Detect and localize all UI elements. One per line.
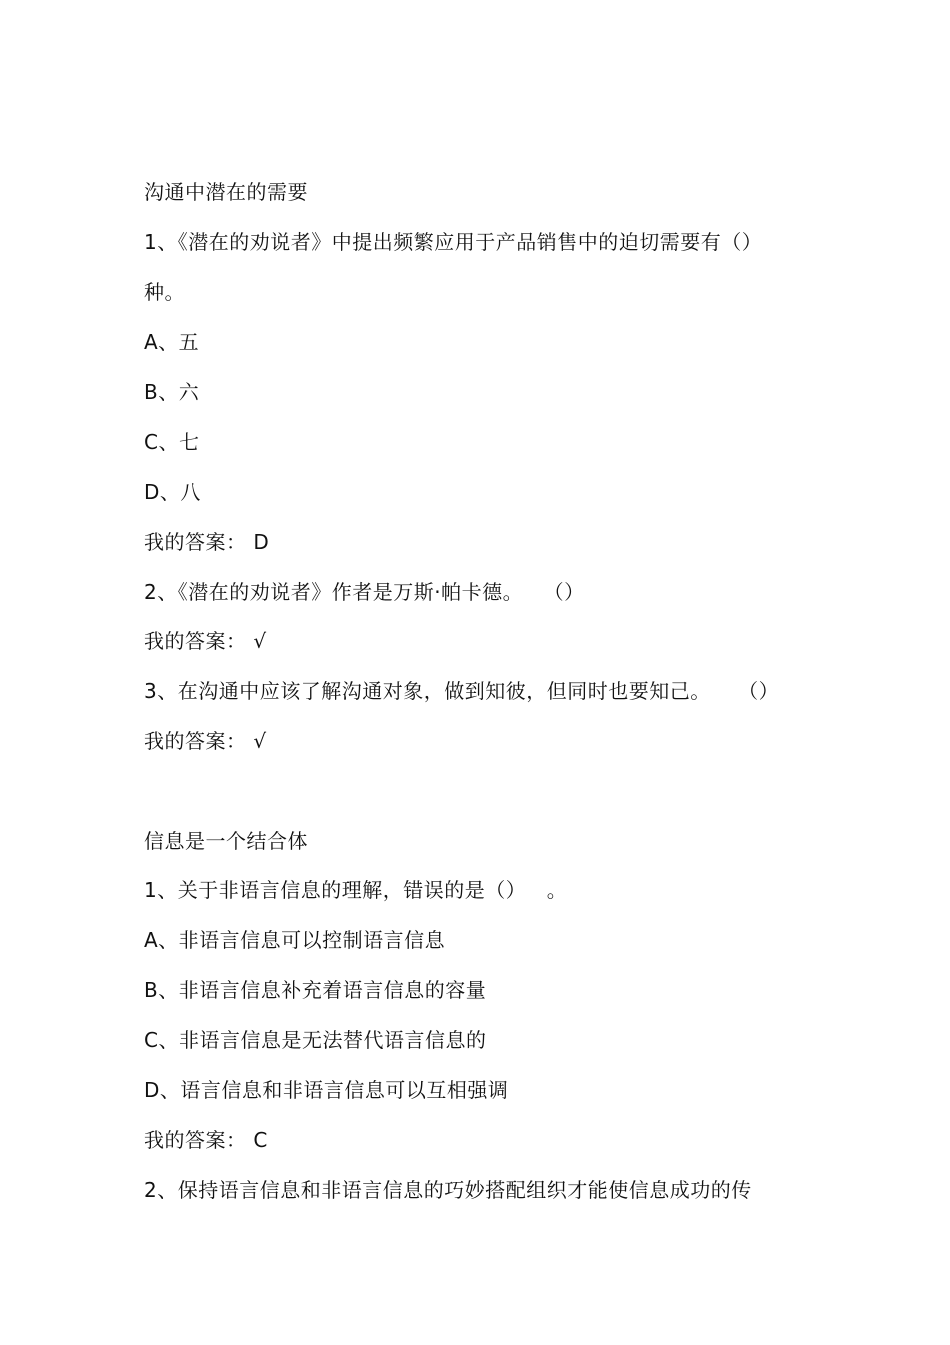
section-title: 沟通中潜在的需要 [144,180,308,204]
answer-line: 我的答案： D [144,530,270,554]
question-text: 1、《潜在的劝说者》中提出频繁应用于产品销售中的迫切需要有（） [144,230,763,254]
question-text: 1、关于非语言信息的理解，错误的是（） 。 [144,878,568,902]
option-c: C、非语言信息是无法替代语言信息的 [144,1028,487,1052]
option-d: D、八 [144,480,201,504]
answer-line: 我的答案： C [144,1128,268,1152]
question-text: 2、《潜在的劝说者》作者是万斯·帕卡德。 （） [144,580,585,604]
answer-line: 我的答案： √ [144,729,267,753]
option-d: D、语言信息和非语言信息可以互相强调 [144,1078,509,1102]
option-c: C、七 [144,430,200,454]
question-text-continued: 种。 [144,280,185,304]
option-a: A、非语言信息可以控制语言信息 [144,928,446,952]
question-text: 2、保持语言信息和非语言信息的巧妙搭配组织才能使信息成功的传 [144,1178,752,1202]
question-text: 3、在沟通中应该了解沟通对象，做到知彼，但同时也要知己。 （） [144,679,780,703]
section-title: 信息是一个结合体 [144,829,308,853]
option-b: B、六 [144,380,200,404]
option-b: B、非语言信息补充着语言信息的容量 [144,978,487,1002]
answer-line: 我的答案： √ [144,629,267,653]
option-a: A、五 [144,330,200,354]
